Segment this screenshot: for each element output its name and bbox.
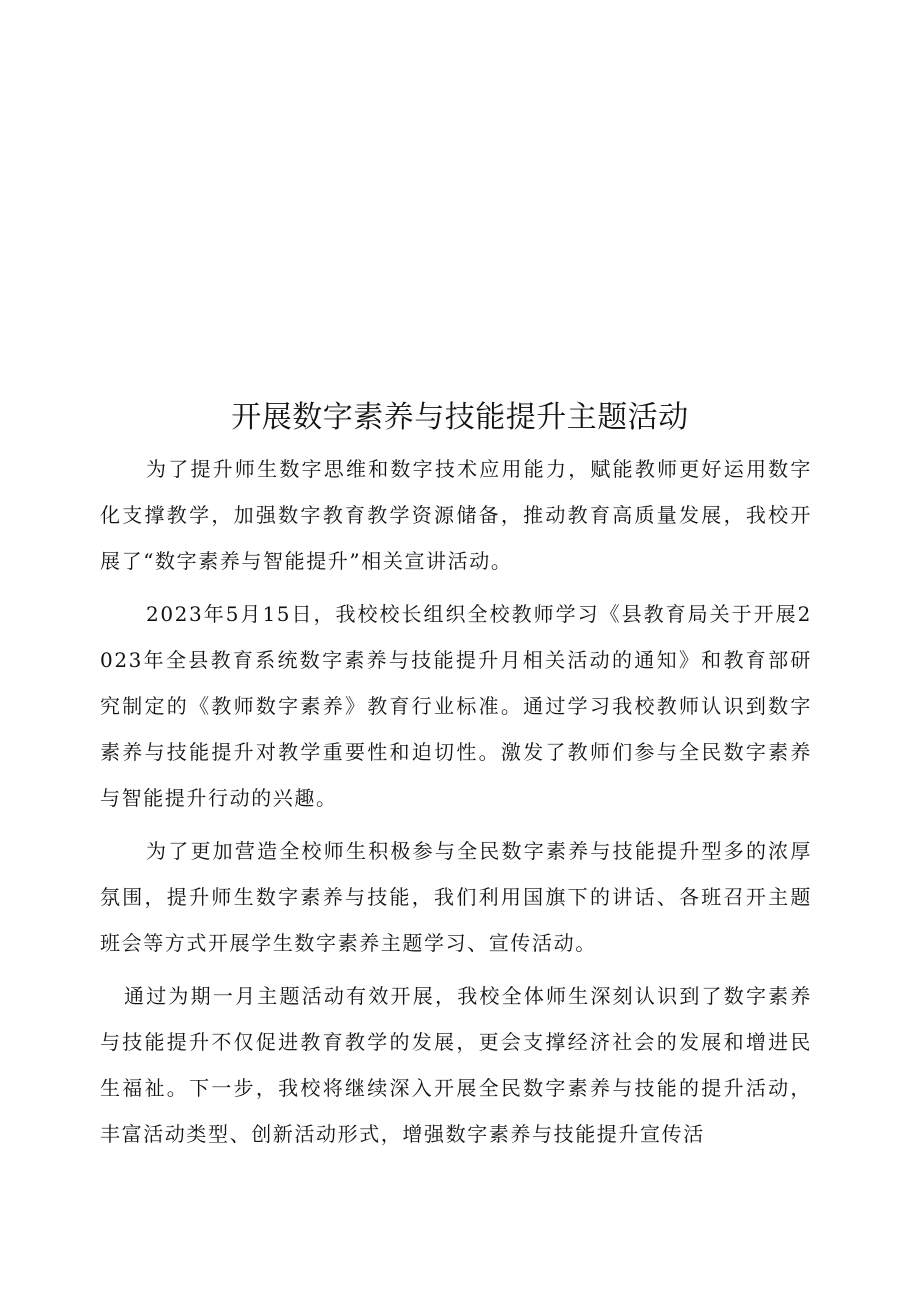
paragraph-3: 为了更加营造全校师生积极参与全民数字素养与技能提升型多的浓厚氛围，提升师生数字素养与技能，我们利用国旗下的讲话、各班召开主题班会等方式开展学生数字素养主题学习、宣传活动。 bbox=[100, 839, 812, 955]
paragraph-2: 2023年5月15日，我校校长组织全校教师学习《县教育局关于开展2023年全县教育系统数字素养与技能提升月相关活动的通知》和教育部研究制定的《教师数字素养》教育行业标准。通过学习我校教师认识到数字素养与技能提升对教学重要性和迫切性。激发了教师们参与全民数字素养与智能提升行动的兴趣。 bbox=[100, 602, 812, 810]
document-title: 开展数字素养与技能提升主题活动 bbox=[231, 400, 689, 435]
paragraph-spacer bbox=[100, 821, 812, 828]
paragraph-4: 通过为期一月主题活动有效开展，我校全体师生深刻认识到了数字素养与技能提升不仅促进教育教学的发展，更会支撑经济社会的发展和增进民生福祉。下一步，我校将继续深入开展全民数字素养与技能的提升活动，丰富活动类型、创新活动形式，增强数字素养与技能提升宣传活 bbox=[100, 984, 812, 1146]
paragraph-spacer bbox=[100, 584, 812, 591]
paragraph-spacer bbox=[100, 966, 812, 973]
paragraph-1: 为了提升师生数字思维和数字技术应用能力，赋能教师更好运用数字化支撑教学，加强数字教育教学资源储备，推动教育高质量发展，我校开展了“数字素养与智能提升”相关宣讲活动。 bbox=[100, 457, 812, 573]
document-body bbox=[100, 446, 812, 1157]
